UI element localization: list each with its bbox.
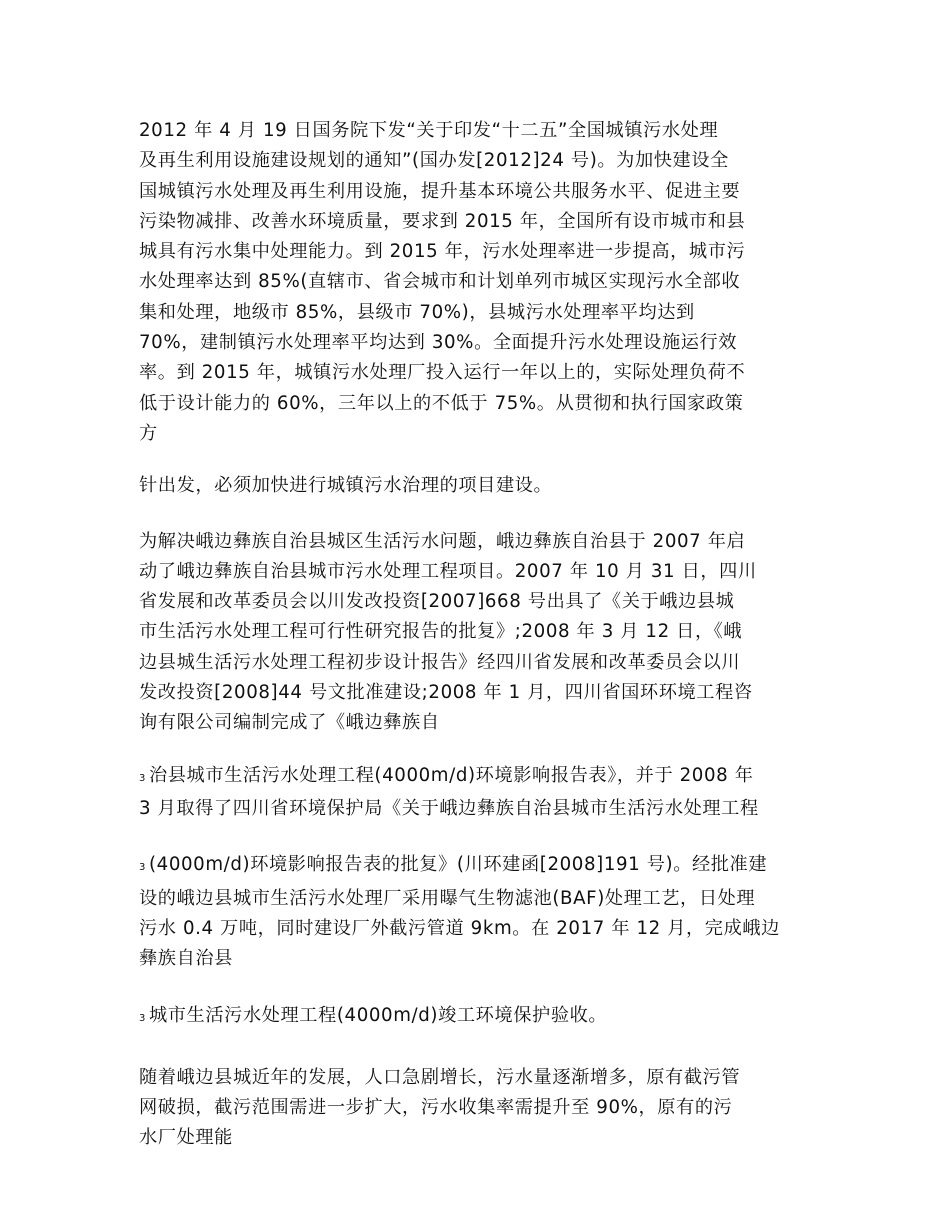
superscript-marker: 3 [139, 772, 146, 784]
text-line: 市生活污水处理工程可行性研究报告的批复》;2008 年 3 月 12 日，《峨 [139, 621, 743, 643]
paragraph-development [139, 1063, 814, 1154]
text-line: 动了峨边彝族自治县城市污水处理工程项目。2007 年 10 月 31 日，四川 [139, 560, 757, 582]
paragraph-acceptance [139, 1001, 814, 1034]
text-line: 率。到 2015 年，城镇污水处理厂投入运行一年以上的，实际处理负荷不 [139, 362, 746, 384]
text-line [139, 761, 814, 794]
text-line: 城具有污水集中处理能力。到 2015 年，污水处理率进一步提高，城市污 [139, 241, 746, 263]
text-line: 污染物减排、改善水环境质量，要求到 2015 年，全国所有设市城市和县 [139, 210, 746, 232]
text-line-content: (4000m/d)环境影响报告表的批复》(川环建函[2008]191 号)。经批准建 [148, 854, 768, 876]
text-line: 污水 0.4 万吨，同时建设厂外截污管道 9km。在 2017 年 12 月，完成峨边 [139, 917, 780, 939]
text-line: 网破损，截污范围需进一步扩大，污水收集率需提升至 90%，原有的污 [139, 1097, 733, 1119]
superscript-marker: 3 [139, 862, 146, 874]
text-line: 针出发，必须加快进行城镇污水治理的项目建设。 [139, 475, 553, 497]
text-line-content: 城市生活污水处理工程(4000m/d)竣工环境保护验收。 [148, 1005, 608, 1027]
text-line: 水厂处理能 [139, 1127, 233, 1149]
text-line: 为解决峨边彝族自治县城区生活污水问题，峨边彝族自治县于 2007 年启 [139, 530, 746, 552]
text-line: 及再生利用设施建设规划的通知”(国办发[2012]24 号)。为加快建设全 [139, 150, 729, 172]
paragraph-policy-continued [139, 471, 814, 501]
text-line: 询有限公司编制完成了《峨边彝族自 [139, 712, 440, 734]
text-line: 省发展和改革委员会以川发改投资[2007]668 号出具了《关于峨边县城 [139, 591, 735, 613]
text-line: 随着峨边县城近年的发展，人口急剧增长，污水量逐渐增多，原有截污管 [139, 1066, 741, 1088]
text-line: 低于设计能力的 60%，三年以上的不低于 75%。从贯彻和执行国家政策 [139, 392, 744, 414]
text-line: 2012 年 4 月 19 日国务院下发“关于印发“十二五”全国城镇污水处理 [139, 120, 719, 141]
text-line: 设的峨边县城市生活污水处理厂采用曝气生物滤池(BAF)处理工艺，日处理 [139, 887, 756, 909]
text-line: 水处理率达到 85%(直辖市、省会城市和计划单列市城区实现污水全部收 [139, 271, 741, 293]
paragraph-eia-approval [139, 850, 814, 974]
text-line: 3 月取得了四川省环境保护局《关于峨边彝族自治县城市生活污水处理工程 [139, 797, 759, 819]
text-line: 集和处理，地级市 85%，县级市 70%)，县城污水处理率平均达到 [139, 301, 695, 323]
text-line: 70%，建制镇污水处理率平均达到 30%。全面提升污水处理设施运行效 [139, 332, 738, 354]
text-line [139, 1001, 814, 1034]
text-line-content: 治县城市生活污水处理工程(4000m/d)环境影响报告表》，并于 2008 年 [148, 764, 754, 786]
text-line: 边县城生活污水处理工程初步设计报告》经四川省发展和改革委员会以川 [139, 651, 741, 673]
text-line [139, 850, 814, 883]
paragraph-project-history [139, 527, 814, 739]
paragraph-eia-report [139, 761, 814, 825]
text-line: 彝族自治县 [139, 948, 233, 970]
text-line: 国城镇污水处理及再生利用设施，提升基本环境公共服务水平、促进主要 [139, 180, 741, 202]
paragraph-policy [139, 116, 814, 449]
superscript-marker: 3 [139, 1013, 146, 1025]
text-line: 方 [139, 422, 158, 444]
text-line: 发改投资[2008]44 号文批准建设;2008 年 1 月，四川省国环环境工程咨 [139, 682, 753, 704]
